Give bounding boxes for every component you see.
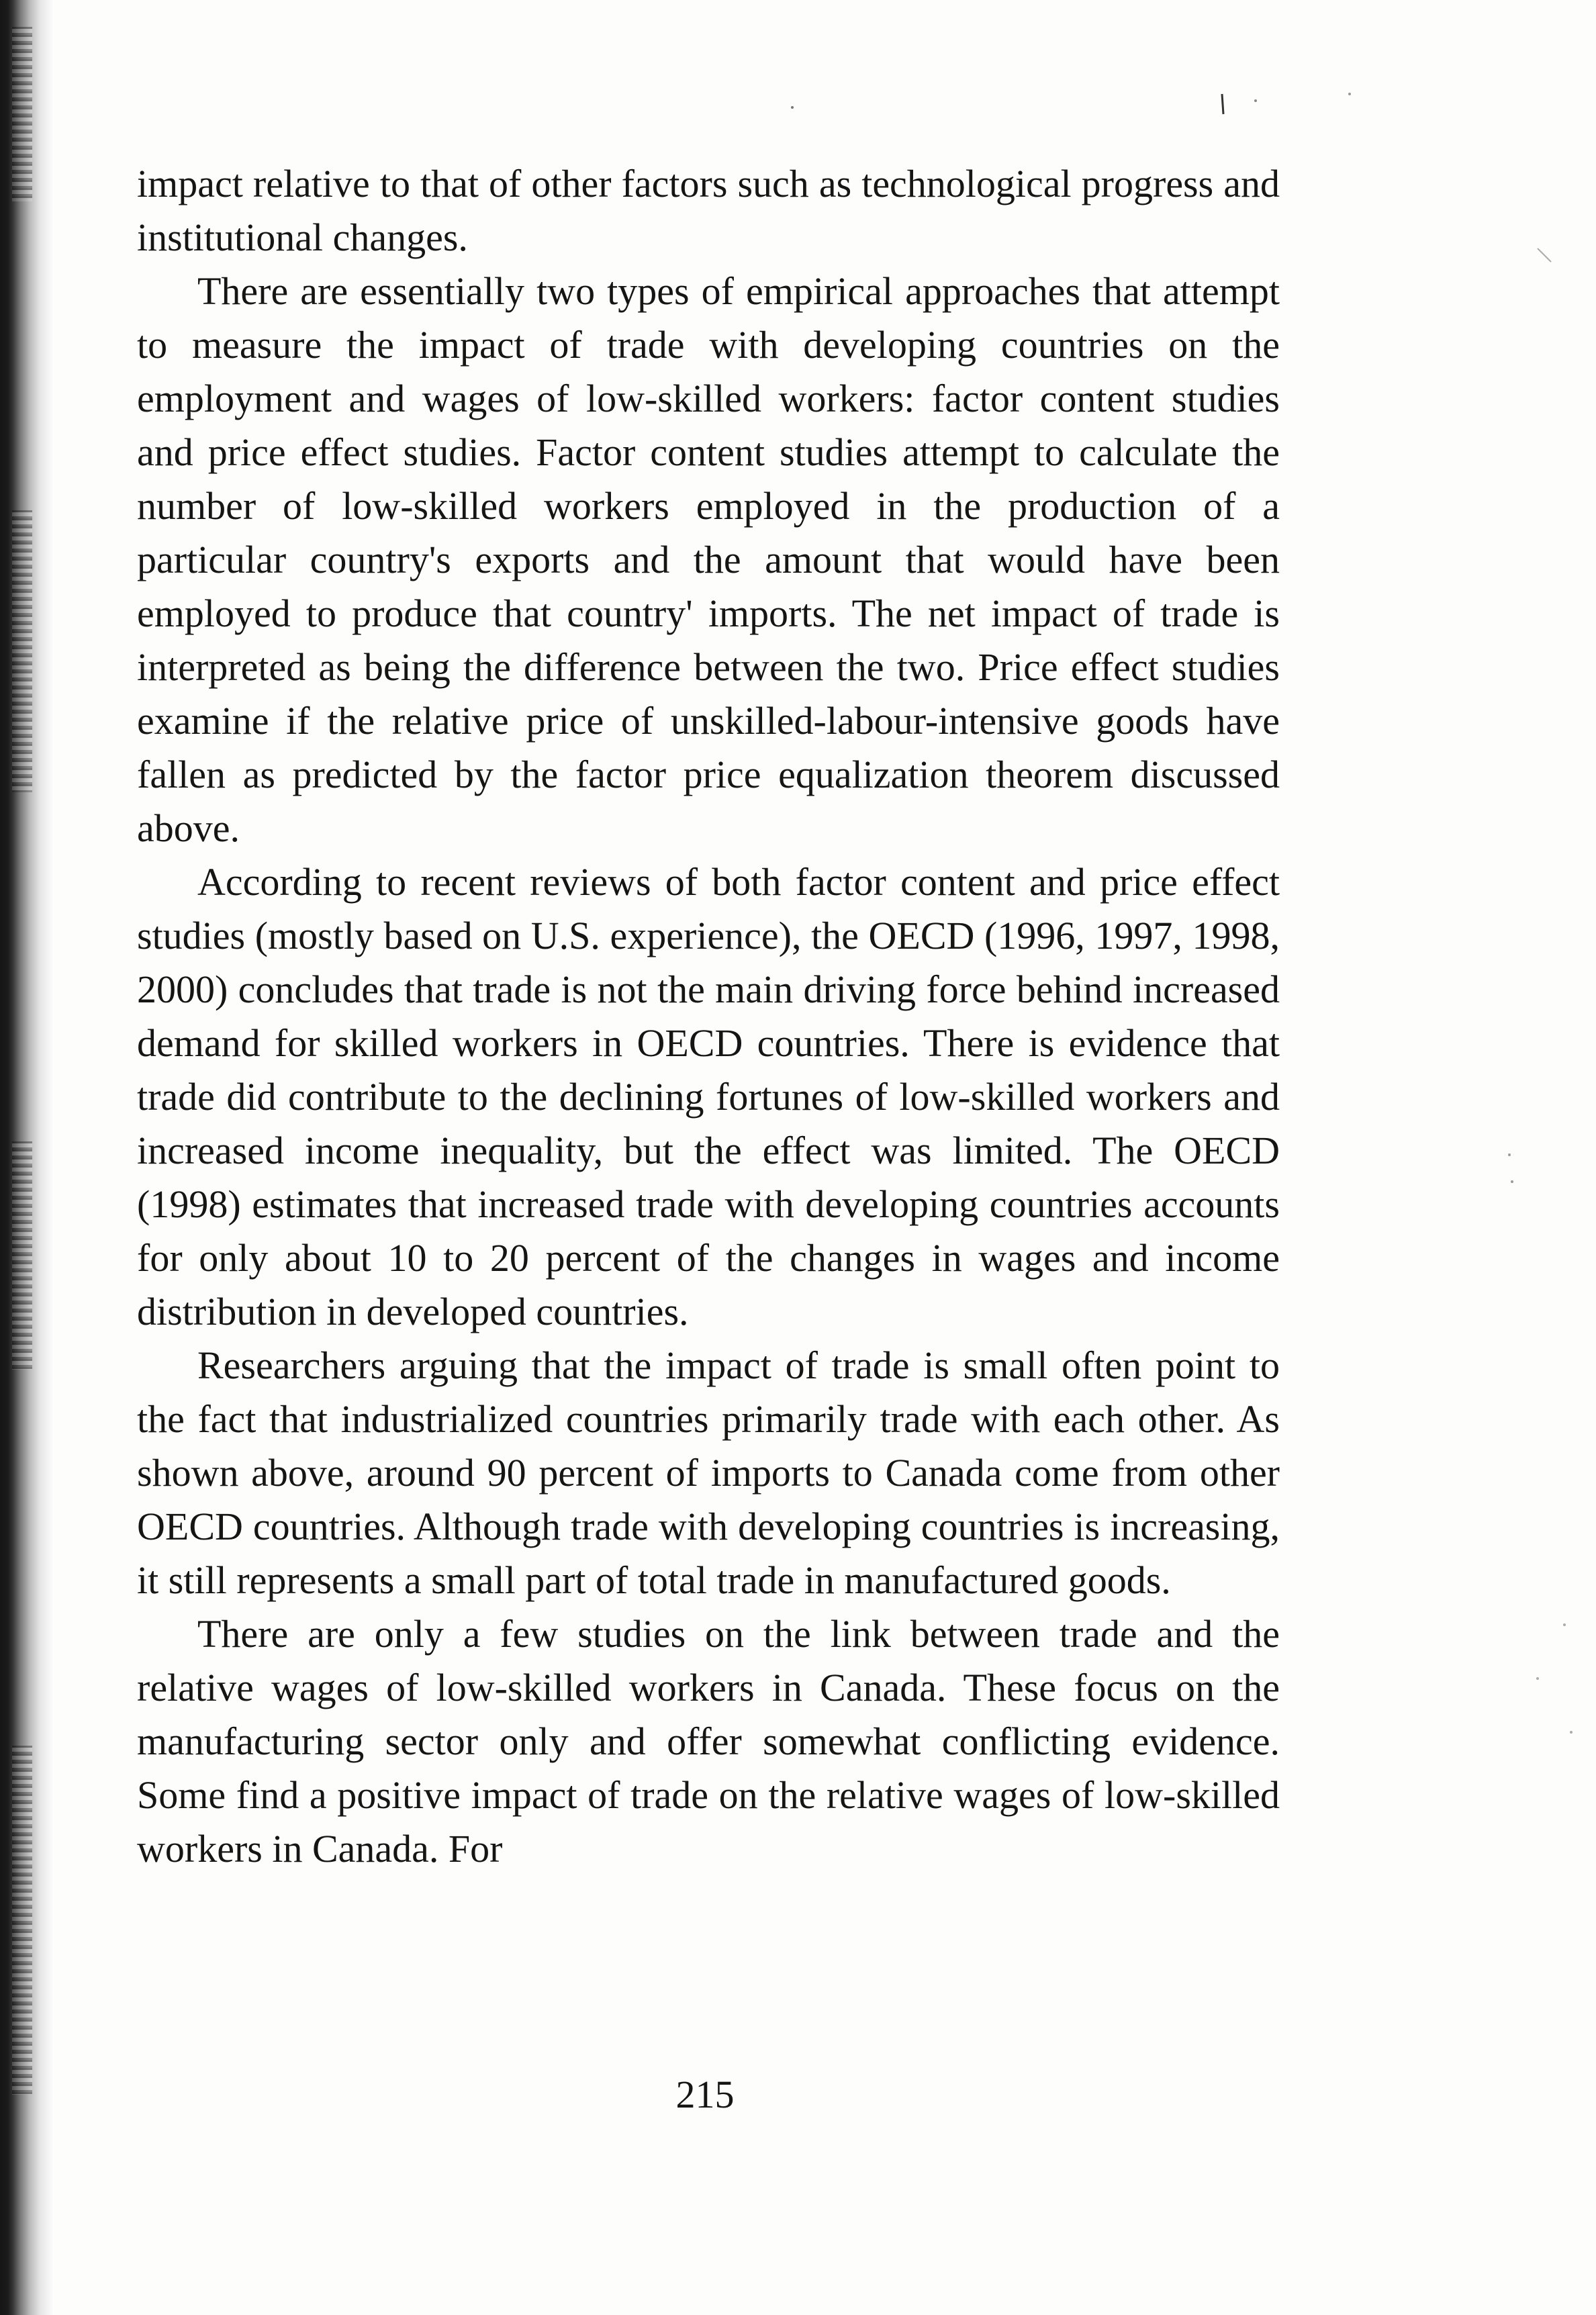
paragraph-continued: impact relative to that of other factors such as technological progress and institutional changes. [137, 162, 1280, 259]
scan-speck [1348, 93, 1351, 95]
scan-speck [791, 106, 794, 109]
page-number: 215 [675, 2073, 735, 2116]
binding-edge-shadow [0, 0, 52, 2315]
scan-speck [1536, 1677, 1539, 1680]
body-text [137, 157, 1280, 1876]
paragraph-oecd-reviews: According to recent reviews of both factor content and price effect studies (mostly based on U.S. experience), the OECD (1996, 1997, 1998, 2000) concludes that trade is not the main driving force behind increased demand for skilled workers in OECD countries. There is evidence that trade did contribute to the declining fortunes of low-skilled workers and increased income inequality, but the effect was limited. The OECD (1998) estimates that increased trade with developing countries accounts for only about 10 to 20 percent of the changes in wages and income distribution in developed countries. [137, 860, 1280, 1333]
binding-streak [12, 510, 32, 792]
scan-speck [1563, 1623, 1566, 1626]
paragraph-empirical-approaches: There are essentially two types of empirical approaches that attempt to measure the impact of trade with developing countries on the employment and wages of low-skilled workers: factor content studies and price effect studies. Factor content studies attempt to calculate the number of low-skilled workers employed in the production of a particular country's exports and the amount that would have been employed to produce that country' imports. The net impact of trade is interpreted as being the difference between the two. Price effect studies examine if the relative price of unskilled-labour-intensive goods have fallen as predicted by the factor price equalization theorem discussed above. [137, 269, 1280, 850]
scan-speck [1254, 99, 1257, 102]
binding-streak [12, 1746, 32, 2095]
paragraph-canada-studies: There are only a few studies on the link between trade and the relative wages of low-skilled workers in Canada. These focus on the manufacturing sector only and offer somewhat conflicting evidence. Some find a positive impact of trade on the relative wages of low-skilled workers in Canada. For [137, 1612, 1280, 1871]
scan-speck [1508, 1153, 1511, 1156]
paragraph-trade-impact-small: Researchers arguing that the impact of trade is small often point to the fact that industrialized countries primarily trade with each other. As shown above, around 90 percent of imports to Canada come from other OECD countries. Although trade with developing countries is increasing, it still represents a small part of total trade in manufactured goods. [137, 1343, 1280, 1602]
scan-speck [1570, 1731, 1572, 1734]
scan-speck [1538, 248, 1551, 262]
scan-speck [1511, 1180, 1513, 1183]
binding-streak [12, 1141, 32, 1370]
binding-streak [12, 27, 32, 201]
scan-speck [1222, 94, 1223, 114]
